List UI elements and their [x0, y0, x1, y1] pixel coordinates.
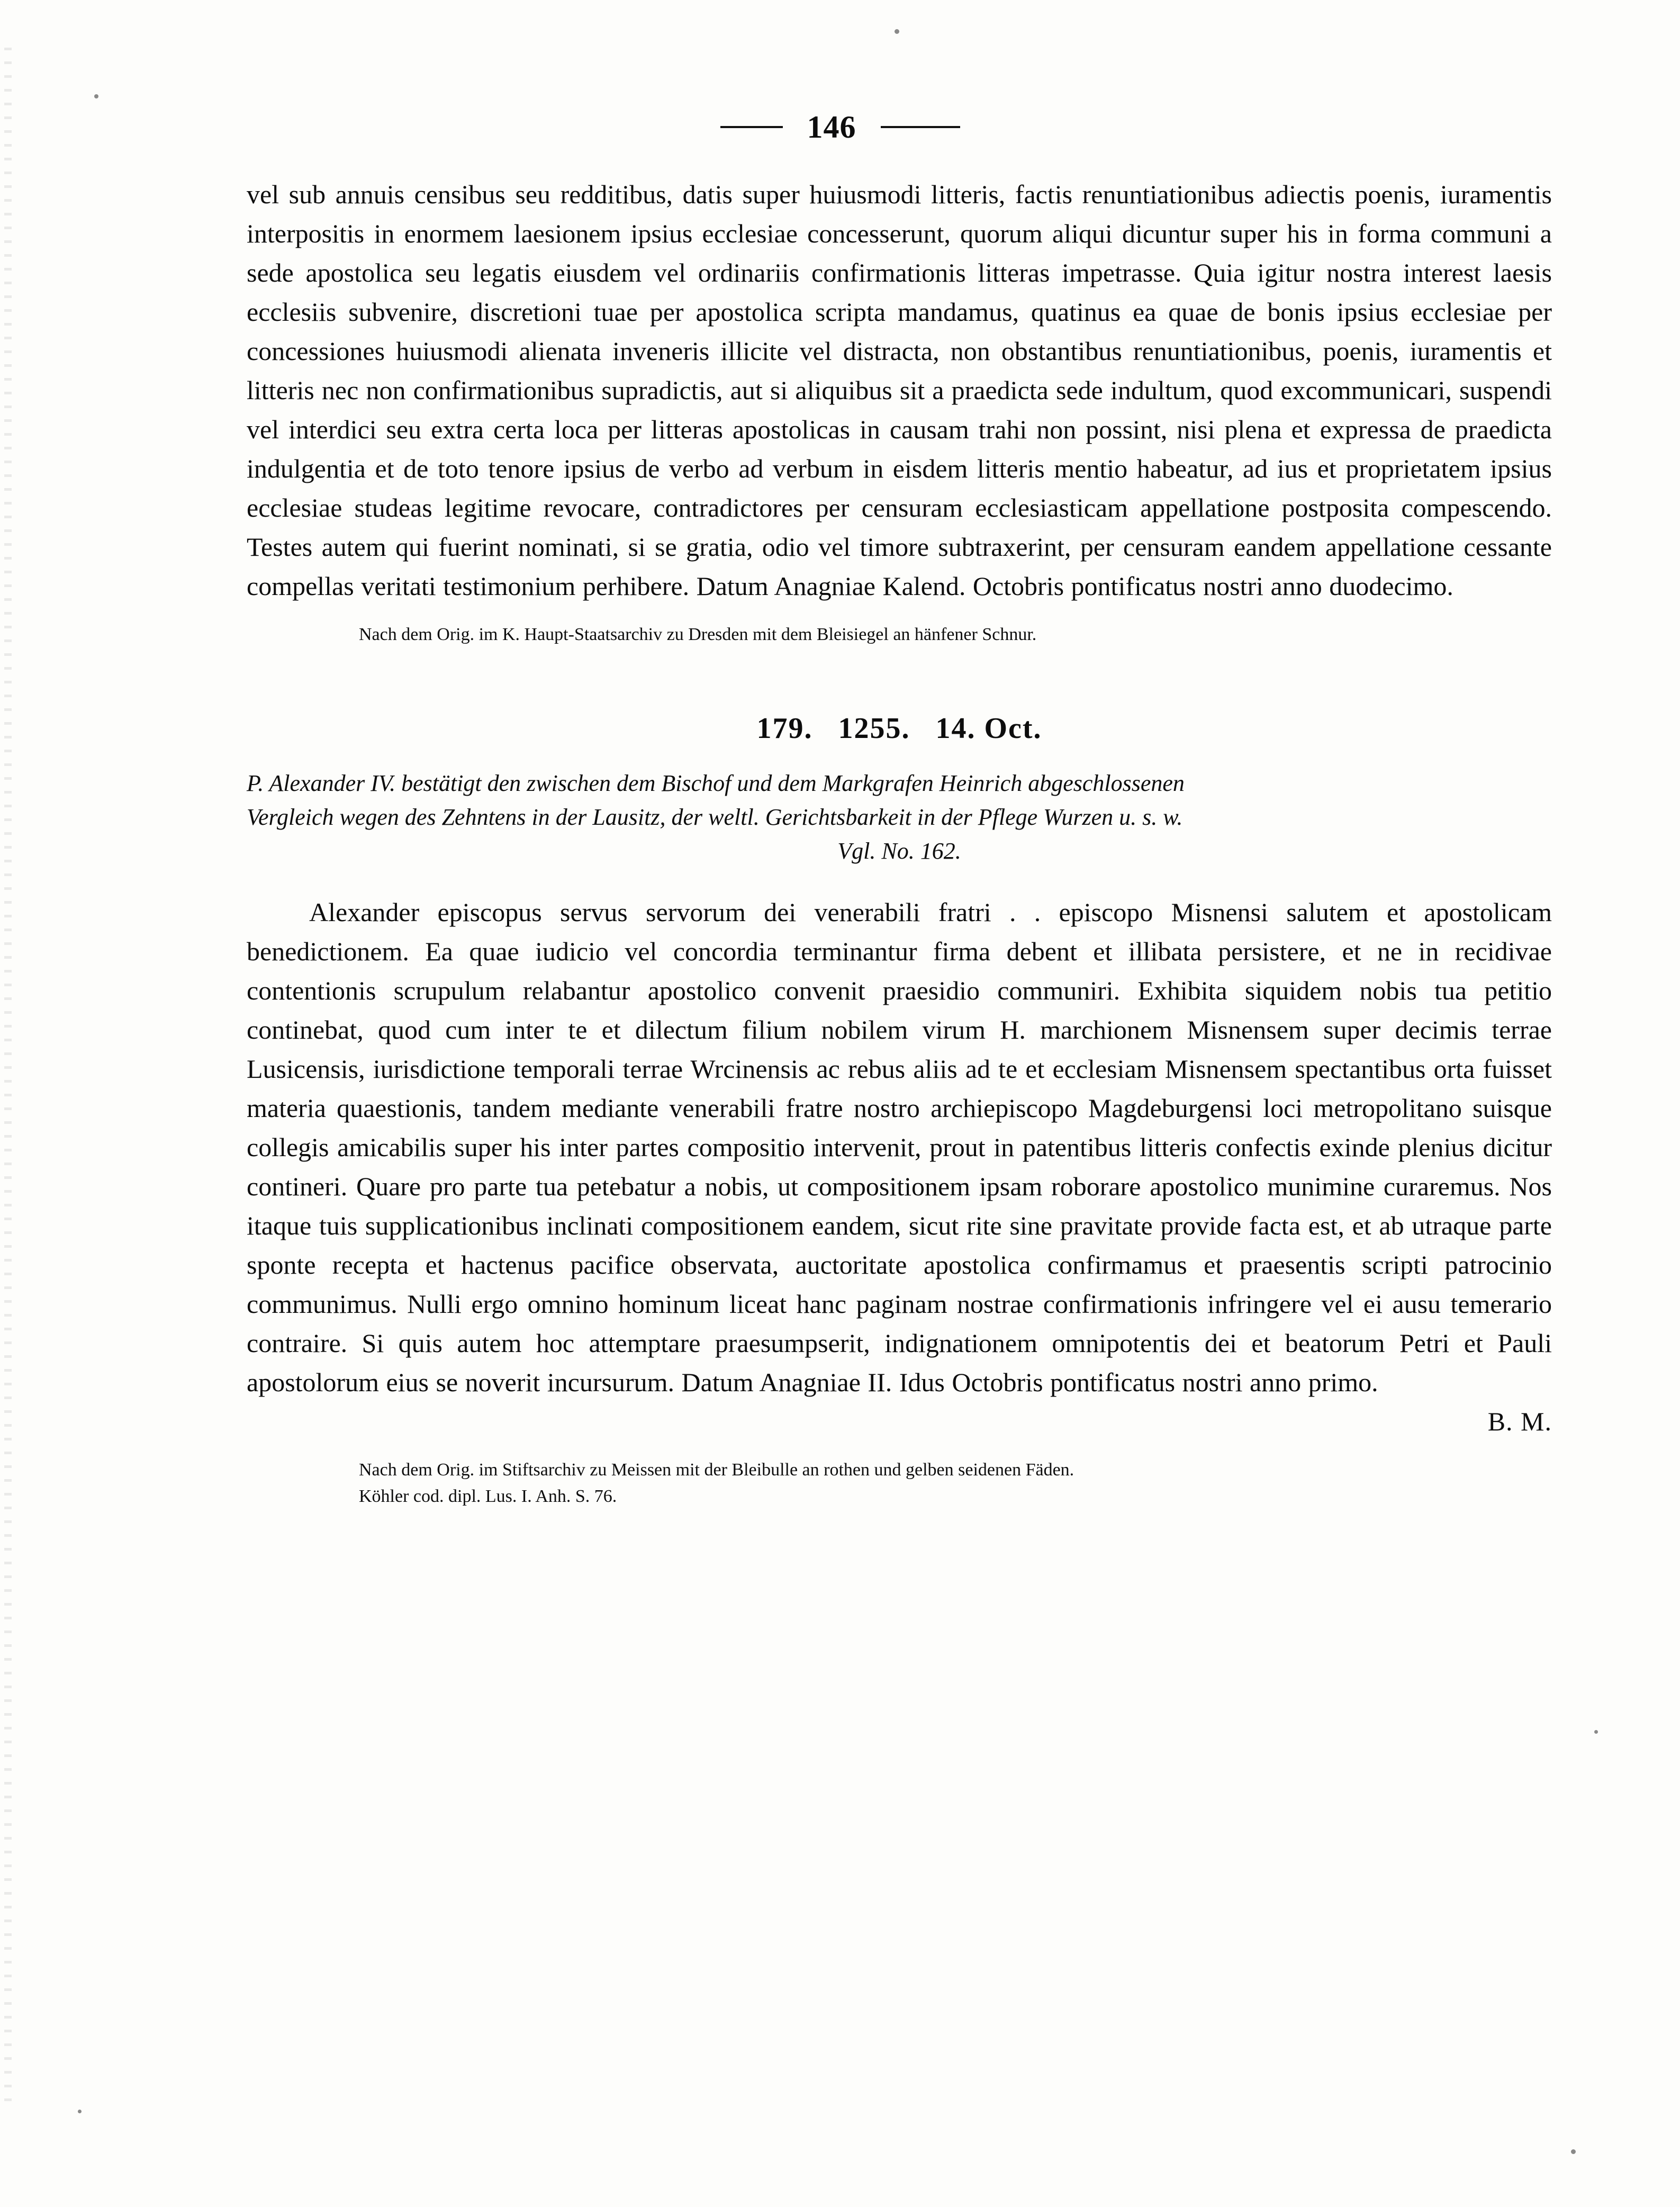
head-rule-left	[720, 126, 783, 128]
scan-speck	[895, 29, 899, 34]
charter-179-body-text: Alexander episcopus servus servorum dei venerabili fratri . . episcopo Misnensi salutem et apostolicam benedictionem. Ea quae iudicio vel concordia terminantur firma debent et illibata persistere, et ne in recidivae contentionis scrupulum relabantur apostolico convenit praesidio communiri. Exhibita siquidem nobis tua petitio continebat, quod cum inter te et dilectum filium nobilem virum H. marchionem Misnensem super decimis terrae Lusicensis, iurisdictione temporali terrae Wrcinensis ac rebus aliis ad te et ecclesiam Misnensem spectantibus orta fuisset materia quaestionis, tandem mediante venerabili fratre nostro archiepiscopo Magdeburgensi loci metropolitano suisque collegis amicabilis super his inter partes compositio intervenit, prout in patentibus litteris confectis exinde plenius dicitur contineri. Quare pro parte tua petebatur a nobis, ut compositionem ipsam roborare apostolico munimine curaremus. Nos itaque tuis supplicationibus inclinati compositionem eandem, sicut rite sine pravitate provide facta est, et ab utraque parte sponte recepta et hactenus pacifice observata, auctoritate apostolica confirmamus et praesentis scripti patrocinio communimus. Nulli ergo omnino hominum liceat hanc paginam nostrae confirmationis infringere vel ei ausu temerario contraire. Si quis autem hoc attemptare praesumpserit, indignationem omnipotentis dei et beatorum Petri et Pauli apostolorum eius se noverit incursurum. Datum Anagniae II. Idus Octobris pontificatus nostri anno primo.	[247, 897, 1552, 1397]
charter-179-regest-line-1: P. Alexander IV. bestätigt den zwischen dem Bischof und dem Markgrafen Heinrich abgeschlossenen	[247, 770, 1185, 796]
charter-179-source-note-line-2: Köhler cod. dipl. Lus. I. Anh. S. 76.	[359, 1487, 617, 1506]
page-number: 146	[807, 110, 856, 145]
charter-number: 179.	[756, 712, 813, 745]
charter-178-source-note: Nach dem Orig. im K. Haupt-Staatsarchiv zu Dresden mit dem Bleisiegel an hänfener Schnur.	[359, 625, 1037, 644]
charter-179-signature: B. M.	[1487, 1407, 1552, 1436]
charter-178-body-text: vel sub annuis censibus seu redditibus, datis super huiusmodi litteris, factis renuntiationibus adiectis poenis, iuramentis interpositis in enormem laesionem ipsius ecclesiae concesserunt, quorum aliqui dicuntur super his in forma communi a sede apostolica seu legatis eiusdem vel ordinariis confirmationis litteras impetrasse. Quia igitur nostra interest laesis ecclesiis subvenire, discretioni tuae per apostolica scripta mandamus, quatinus ea quae de bonis ipsius ecclesiae per concessiones huiusmodi alienata inveneris illicite vel distracta, non obstantibus renuntiationibus, poenis, iuramentis et litteris nec non confirmationibus supradictis, aut si aliquibus sit a praedicta sede indultum, quod excommunicari, suspendi vel interdici seu extra certa loca per litteras apostolicas in causam trahi non possint, nisi plena et expressa de praedicta indulgentia et de toto tenore ipsius de verbo ad verbum in eisdem litteris mentio habeatur, ad ius et proprietatem ipsius ecclesiae studeas legitime revocare, contradictores per censuram ecclesiasticam appellatione postposita compescendo. Testes autem qui fuerint nominati, si se gratia, odio vel timore subtraxerint, per censuram eandem appellatione cessante compellas veritati testimonium perhibere. Datum Anagniae Kalend. Octobris pontificatus nostri anno duodecimo.	[247, 179, 1552, 601]
running-head	[0, 111, 1680, 143]
charter-179-body-block	[247, 893, 1552, 1441]
charter-179-regest-reference: Vgl. No. 162.	[837, 838, 961, 864]
charter-179-heading	[247, 711, 1552, 745]
charter-date: 14. Oct.	[935, 712, 1042, 745]
scan-speck	[1594, 1730, 1598, 1734]
charter-year: 1255.	[838, 712, 910, 745]
charter-179-regest-line-2: Vergleich wegen des Zehntens in der Lausitz, der weltl. Gerichtsbarkeit in der Pflege Wurzen u. s. w.	[247, 804, 1183, 830]
charter-178-body-block	[247, 175, 1552, 606]
scan-speck	[94, 94, 98, 98]
charter-179-source-note-line-1: Nach dem Orig. im Stiftsarchiv zu Meissen mit der Bleibulle an rothen und gelben seidenen Fäden.	[359, 1460, 1074, 1480]
text-column	[247, 175, 1552, 1510]
head-rule-right	[881, 126, 960, 128]
scan-edge-artifact	[4, 48, 12, 2112]
scan-speck	[1571, 2149, 1576, 2154]
scan-speck	[78, 2110, 82, 2113]
